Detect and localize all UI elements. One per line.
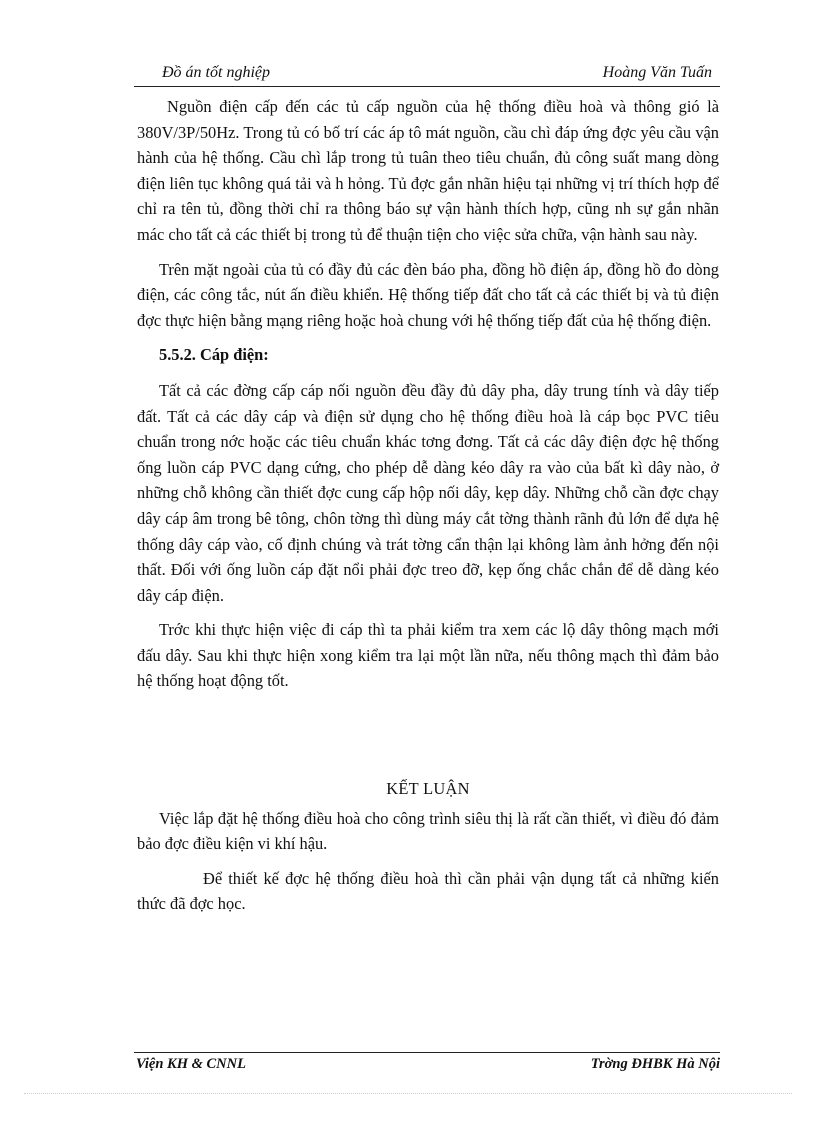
footer-university: Trờng ĐHBK Hà Nội bbox=[590, 1056, 720, 1072]
paragraph-panel-exterior: Trên mặt ngoài của tủ có đầy đủ các đèn báo pha, đồng hồ điện áp, đồng hồ đo dòng điện, các công tắc, nút ấn điều khiển. Hệ thống tiếp đất cho tất cả các thiết bị và tủ điện đợc thực hiện bằng mạng riêng hoặc hoà chung với hệ thống tiếp đất của hệ thống điện. bbox=[137, 259, 719, 330]
conclusion-heading: KẾT LUẬN bbox=[386, 779, 470, 799]
paragraph-cable-check: Trớc khi thực hiện việc đi cáp thì ta phải kiểm tra xem các lộ dây thông mạch mới đấu dây. Sau khi thực hiện xong kiểm tra lại một lần nữa, nếu thông mạch thì đảm bảo hệ thống hoạt động tốt. bbox=[137, 620, 719, 691]
page-bottom-divider bbox=[24, 1093, 792, 1094]
paragraph-conclusion-2: Để thiết kế đợc hệ thống điều hoà thì cần phải vận dụng tất cả những kiến thức đã đợc học. bbox=[137, 868, 719, 914]
document-body bbox=[137, 94, 719, 926]
page-footer bbox=[134, 1052, 720, 1078]
paragraph-conclusion-1: Việc lắp đặt hệ thống điều hoà cho công trình siêu thị là rất cần thiết, vì điều đó đảm bảo đợc điều kiện vi khí hậu. bbox=[137, 808, 719, 854]
paragraph-power-supply: Nguồn điện cấp đến các tủ cấp nguồn của hệ thống điều hoà và thông gió là 380V/3P/50Hz. Trong tủ có bố trí các áp tô mát nguồn, cầu chì đáp ứng đợc yêu cầu vận hành của hệ thống. Cầu chì lắp trong tủ tuân theo tiêu chuẩn, đủ công suất mang dòng điện liên tục không quá tải và h hỏng. Tủ đợc gắn nhãn hiệu tại những vị trí thích hợp để chỉ ra tên tủ, đồng thời chỉ ra thông báo sự vận hành thích hợp, cũng nh sự gắn nhãn mác cho tất cả các thiết bị trong tủ để thuận tiện cho việc sửa chữa, vận hành sau này. bbox=[137, 97, 719, 244]
section-heading-cable: 5.5.2. Cáp điện: bbox=[159, 345, 269, 365]
footer-institute: Viện KH & CNNL bbox=[136, 1056, 246, 1072]
header-document-title: Đồ án tốt nghiệp bbox=[162, 64, 270, 81]
header-author-name: Hoàng Văn Tuấn bbox=[602, 64, 712, 81]
page-header bbox=[134, 64, 720, 87]
paragraph-cable-routing: Tất cả các đờng cấp cáp nối nguồn đều đầy đủ dây pha, dây trung tính và dây tiếp đất. Tất cả các dây cáp và điện sử dụng cho hệ thống điều hoà là cáp bọc PVC tiêu chuẩn trong nớc hoặc các tiêu chuẩn khác tơng đơng. Tất cả các dây điện đợc hệ thống ống luồn cáp PVC dạng cứng, cho phép dễ dàng kéo dây ra vào của bất kì dây nào, ở những chỗ không cần thiết đợc cung cấp hộp nối dây, kẹp dây. Những chỗ cần đợc chạy dây cáp âm trong bê tông, chôn tờng thì dùng máy cắt tờng thành rãnh đủ lớn để dựa hệ thống dây cáp vào, cố định chúng và trát tờng cẩn thận lại không làm ảnh hởng đến nội thất. Đối với ống luồn cáp đặt nổi phải đợc treo đỡ, kẹp ống chắc chắn để dễ dàng kéo dây cáp điện. bbox=[137, 380, 719, 605]
